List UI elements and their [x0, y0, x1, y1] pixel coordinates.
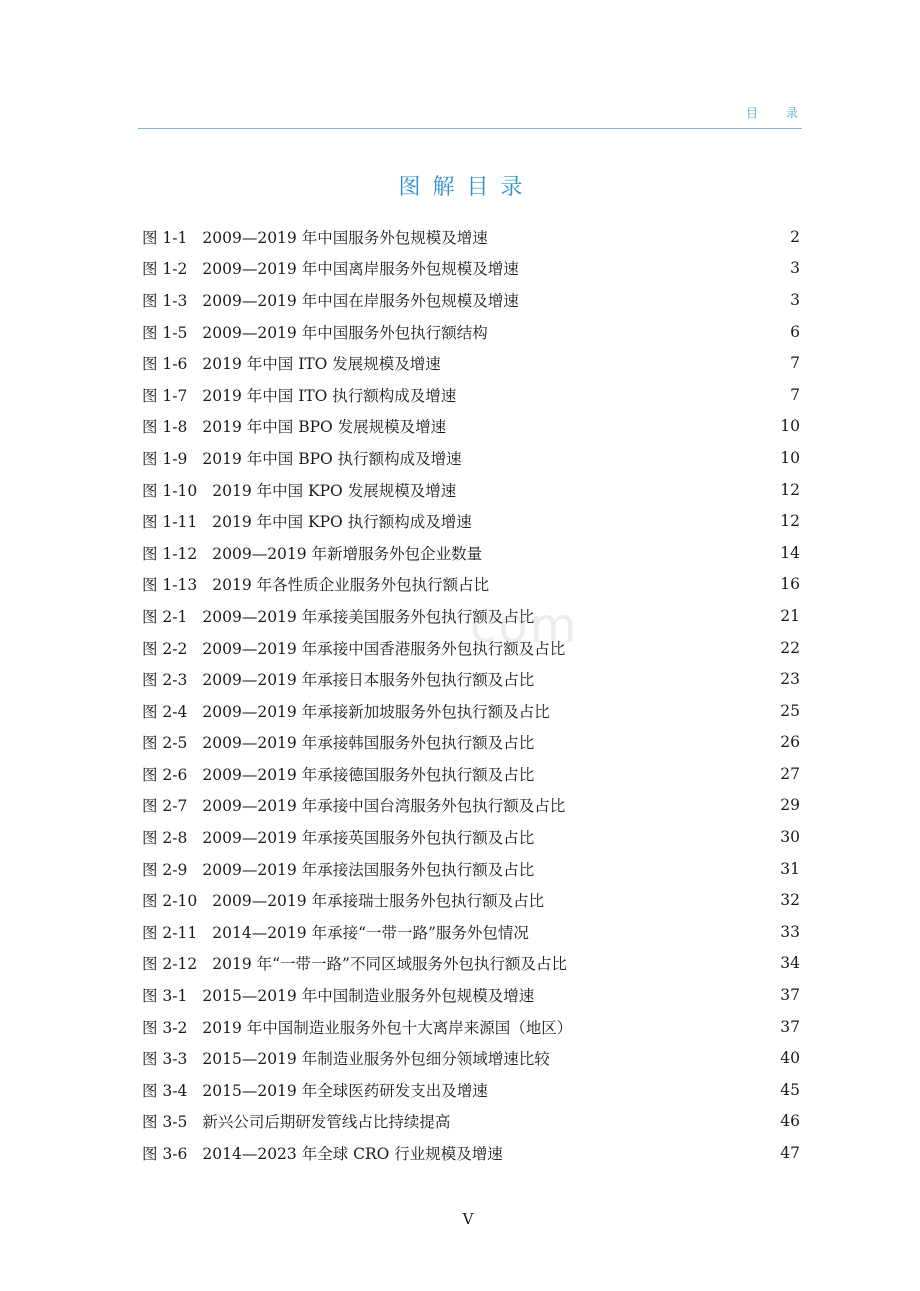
toc-entry[interactable] — [142, 379, 800, 411]
toc-entry[interactable] — [142, 474, 800, 506]
figure-title: 2015—2019 年中国制造业服务外包规模及增速 — [202, 987, 535, 1006]
toc-entry[interactable] — [142, 1137, 800, 1169]
figure-label: 图 1-1 — [142, 228, 188, 247]
page-ref: 3 — [790, 290, 800, 309]
toc-entry[interactable] — [142, 284, 800, 316]
toc-entry[interactable] — [142, 253, 800, 285]
page-ref: 22 — [780, 638, 800, 657]
figure-label: 图 1-12 — [142, 544, 198, 563]
figure-title: 2009—2019 年中国服务外包规模及增速 — [202, 228, 488, 247]
figure-label: 图 2-8 — [142, 829, 188, 848]
page-title: 图解目录 — [398, 175, 535, 200]
page-ref: 37 — [780, 1017, 800, 1036]
page-ref: 27 — [780, 764, 800, 783]
page-ref: 25 — [780, 701, 800, 720]
figure-title: 2009—2019 年中国离岸服务外包规模及增速 — [202, 260, 519, 279]
table-of-figures — [142, 221, 800, 1169]
figure-label: 图 1-6 — [142, 355, 188, 374]
page-ref: 21 — [780, 606, 800, 625]
toc-entry[interactable] — [142, 1106, 800, 1138]
toc-entry[interactable] — [142, 853, 800, 885]
toc-entry[interactable] — [142, 442, 800, 474]
figure-label: 图 1-13 — [142, 576, 198, 595]
figure-label: 图 1-9 — [142, 449, 188, 468]
figure-title: 2009—2019 年承接法国服务外包执行额及占比 — [202, 860, 535, 879]
figure-title: 2019 年中国 BPO 发展规模及增速 — [202, 418, 447, 437]
page-ref: 45 — [780, 1080, 800, 1099]
page-ref: 29 — [780, 796, 800, 815]
page-ref: 34 — [780, 954, 800, 973]
page-ref: 7 — [790, 385, 800, 404]
figure-title: 2019 年“一带一路”不同区域服务外包执行额及占比 — [212, 955, 567, 974]
figure-title: 2019 年中国 ITO 执行额构成及增速 — [202, 386, 457, 405]
figure-label: 图 2-4 — [142, 702, 188, 721]
figure-title: 2019 年中国 KPO 发展规模及增速 — [212, 481, 457, 500]
toc-entry[interactable] — [142, 600, 800, 632]
page-number: V — [462, 1210, 474, 1228]
figure-title: 2009—2019 年承接中国台湾服务外包执行额及占比 — [202, 797, 566, 816]
figure-label: 图 1-7 — [142, 386, 188, 405]
page-ref: 31 — [780, 859, 800, 878]
watermark: com — [470, 598, 579, 654]
toc-entry[interactable] — [142, 537, 800, 569]
figure-title: 2019 年中国 KPO 执行额构成及增速 — [212, 513, 472, 532]
figure-label: 图 2-2 — [142, 639, 188, 658]
figure-title: 2009—2019 年承接德国服务外包执行额及占比 — [202, 765, 535, 784]
figure-label: 图 1-10 — [142, 481, 198, 500]
page-ref: 33 — [780, 922, 800, 941]
toc-entry[interactable] — [142, 1074, 800, 1106]
figure-title: 2019 年各性质企业服务外包执行额占比 — [212, 576, 490, 595]
page-ref: 6 — [790, 322, 800, 341]
page-ref: 26 — [780, 733, 800, 752]
figure-label: 图 2-1 — [142, 607, 188, 626]
toc-entry[interactable] — [142, 821, 800, 853]
toc-entry[interactable] — [142, 347, 800, 379]
header-rule — [138, 128, 802, 129]
page-ref: 37 — [780, 986, 800, 1005]
figure-title: 2009—2019 年新增服务外包企业数量 — [212, 544, 483, 563]
figure-title: 2014—2019 年承接“一带一路”服务外包情况 — [212, 923, 529, 942]
figure-label: 图 3-3 — [142, 1050, 188, 1069]
toc-entry[interactable] — [142, 1042, 800, 1074]
toc-entry[interactable] — [142, 884, 800, 916]
toc-entry[interactable] — [142, 916, 800, 948]
toc-entry[interactable] — [142, 569, 800, 601]
figure-label: 图 3-1 — [142, 987, 188, 1006]
toc-entry[interactable] — [142, 758, 800, 790]
figure-label: 图 2-6 — [142, 765, 188, 784]
figure-title: 2009—2019 年承接日本服务外包执行额及占比 — [202, 671, 535, 690]
page-ref: 32 — [780, 891, 800, 910]
figure-title: 2009—2019 年承接英国服务外包执行额及占比 — [202, 829, 535, 848]
figure-label: 图 2-12 — [142, 955, 198, 974]
figure-label: 图 1-11 — [142, 513, 198, 532]
toc-entry[interactable] — [142, 663, 800, 695]
figure-title: 2009—2019 年承接新加坡服务外包执行额及占比 — [202, 702, 550, 721]
page-ref: 14 — [780, 543, 800, 562]
figure-title: 2009—2019 年承接美国服务外包执行额及占比 — [202, 607, 535, 626]
figure-title: 2009—2019 年承接瑞士服务外包执行额及占比 — [212, 892, 545, 911]
figure-label: 图 3-2 — [142, 1018, 188, 1037]
figure-label: 图 1-5 — [142, 323, 188, 342]
toc-entry[interactable] — [142, 948, 800, 980]
toc-entry[interactable] — [142, 632, 800, 664]
figure-title: 2009—2019 年中国服务外包执行额结构 — [202, 323, 488, 342]
figure-label: 图 1-8 — [142, 418, 188, 437]
page-ref: 47 — [780, 1144, 800, 1163]
figure-title: 2019 年中国制造业服务外包十大离岸来源国（地区） — [202, 1018, 573, 1037]
running-header: 目录 — [745, 106, 826, 120]
page-ref: 46 — [780, 1112, 800, 1131]
page-ref: 12 — [780, 480, 800, 499]
toc-entry[interactable] — [142, 727, 800, 759]
page-ref: 23 — [780, 670, 800, 689]
figure-title: 2019 年中国 ITO 发展规模及增速 — [202, 355, 441, 374]
figure-label: 图 2-11 — [142, 923, 198, 942]
toc-entry[interactable] — [142, 695, 800, 727]
toc-entry[interactable] — [142, 1011, 800, 1043]
figure-label: 图 1-3 — [142, 291, 188, 310]
page-ref: 16 — [780, 575, 800, 594]
figure-label: 图 2-5 — [142, 734, 188, 753]
figure-label: 图 2-3 — [142, 671, 188, 690]
figure-label: 图 3-4 — [142, 1081, 188, 1100]
page-ref: 3 — [790, 259, 800, 278]
figure-title: 新兴公司后期研发管线占比持续提高 — [202, 1113, 451, 1132]
page-ref: 30 — [780, 828, 800, 847]
page-ref: 12 — [780, 512, 800, 531]
page-ref: 7 — [790, 354, 800, 373]
figure-title: 2019 年中国 BPO 执行额构成及增速 — [202, 449, 462, 468]
toc-entry[interactable] — [142, 221, 800, 253]
toc-entry[interactable] — [142, 790, 800, 822]
figure-title: 2009—2019 年承接中国香港服务外包执行额及占比 — [202, 639, 566, 658]
figure-title: 2015—2019 年全球医药研发支出及增速 — [202, 1081, 488, 1100]
figure-title: 2014—2023 年全球 CRO 行业规模及增速 — [202, 1145, 503, 1164]
toc-entry[interactable] — [142, 505, 800, 537]
toc-entry[interactable] — [142, 411, 800, 443]
figure-label: 图 3-5 — [142, 1113, 188, 1132]
figure-label: 图 3-6 — [142, 1145, 188, 1164]
toc-entry[interactable] — [142, 979, 800, 1011]
figure-title: 2009—2019 年承接韩国服务外包执行额及占比 — [202, 734, 535, 753]
figure-label: 图 2-9 — [142, 860, 188, 879]
page-ref: 10 — [780, 448, 800, 467]
toc-entry[interactable] — [142, 316, 800, 348]
figure-label: 图 1-2 — [142, 260, 188, 279]
page-ref: 2 — [790, 227, 800, 246]
figure-title: 2015—2019 年制造业服务外包细分领域增速比较 — [202, 1050, 550, 1069]
figure-label: 图 2-10 — [142, 892, 198, 911]
figure-label: 图 2-7 — [142, 797, 188, 816]
figure-title: 2009—2019 年中国在岸服务外包规模及增速 — [202, 291, 519, 310]
page-ref: 40 — [780, 1049, 800, 1068]
page-ref: 10 — [780, 417, 800, 436]
